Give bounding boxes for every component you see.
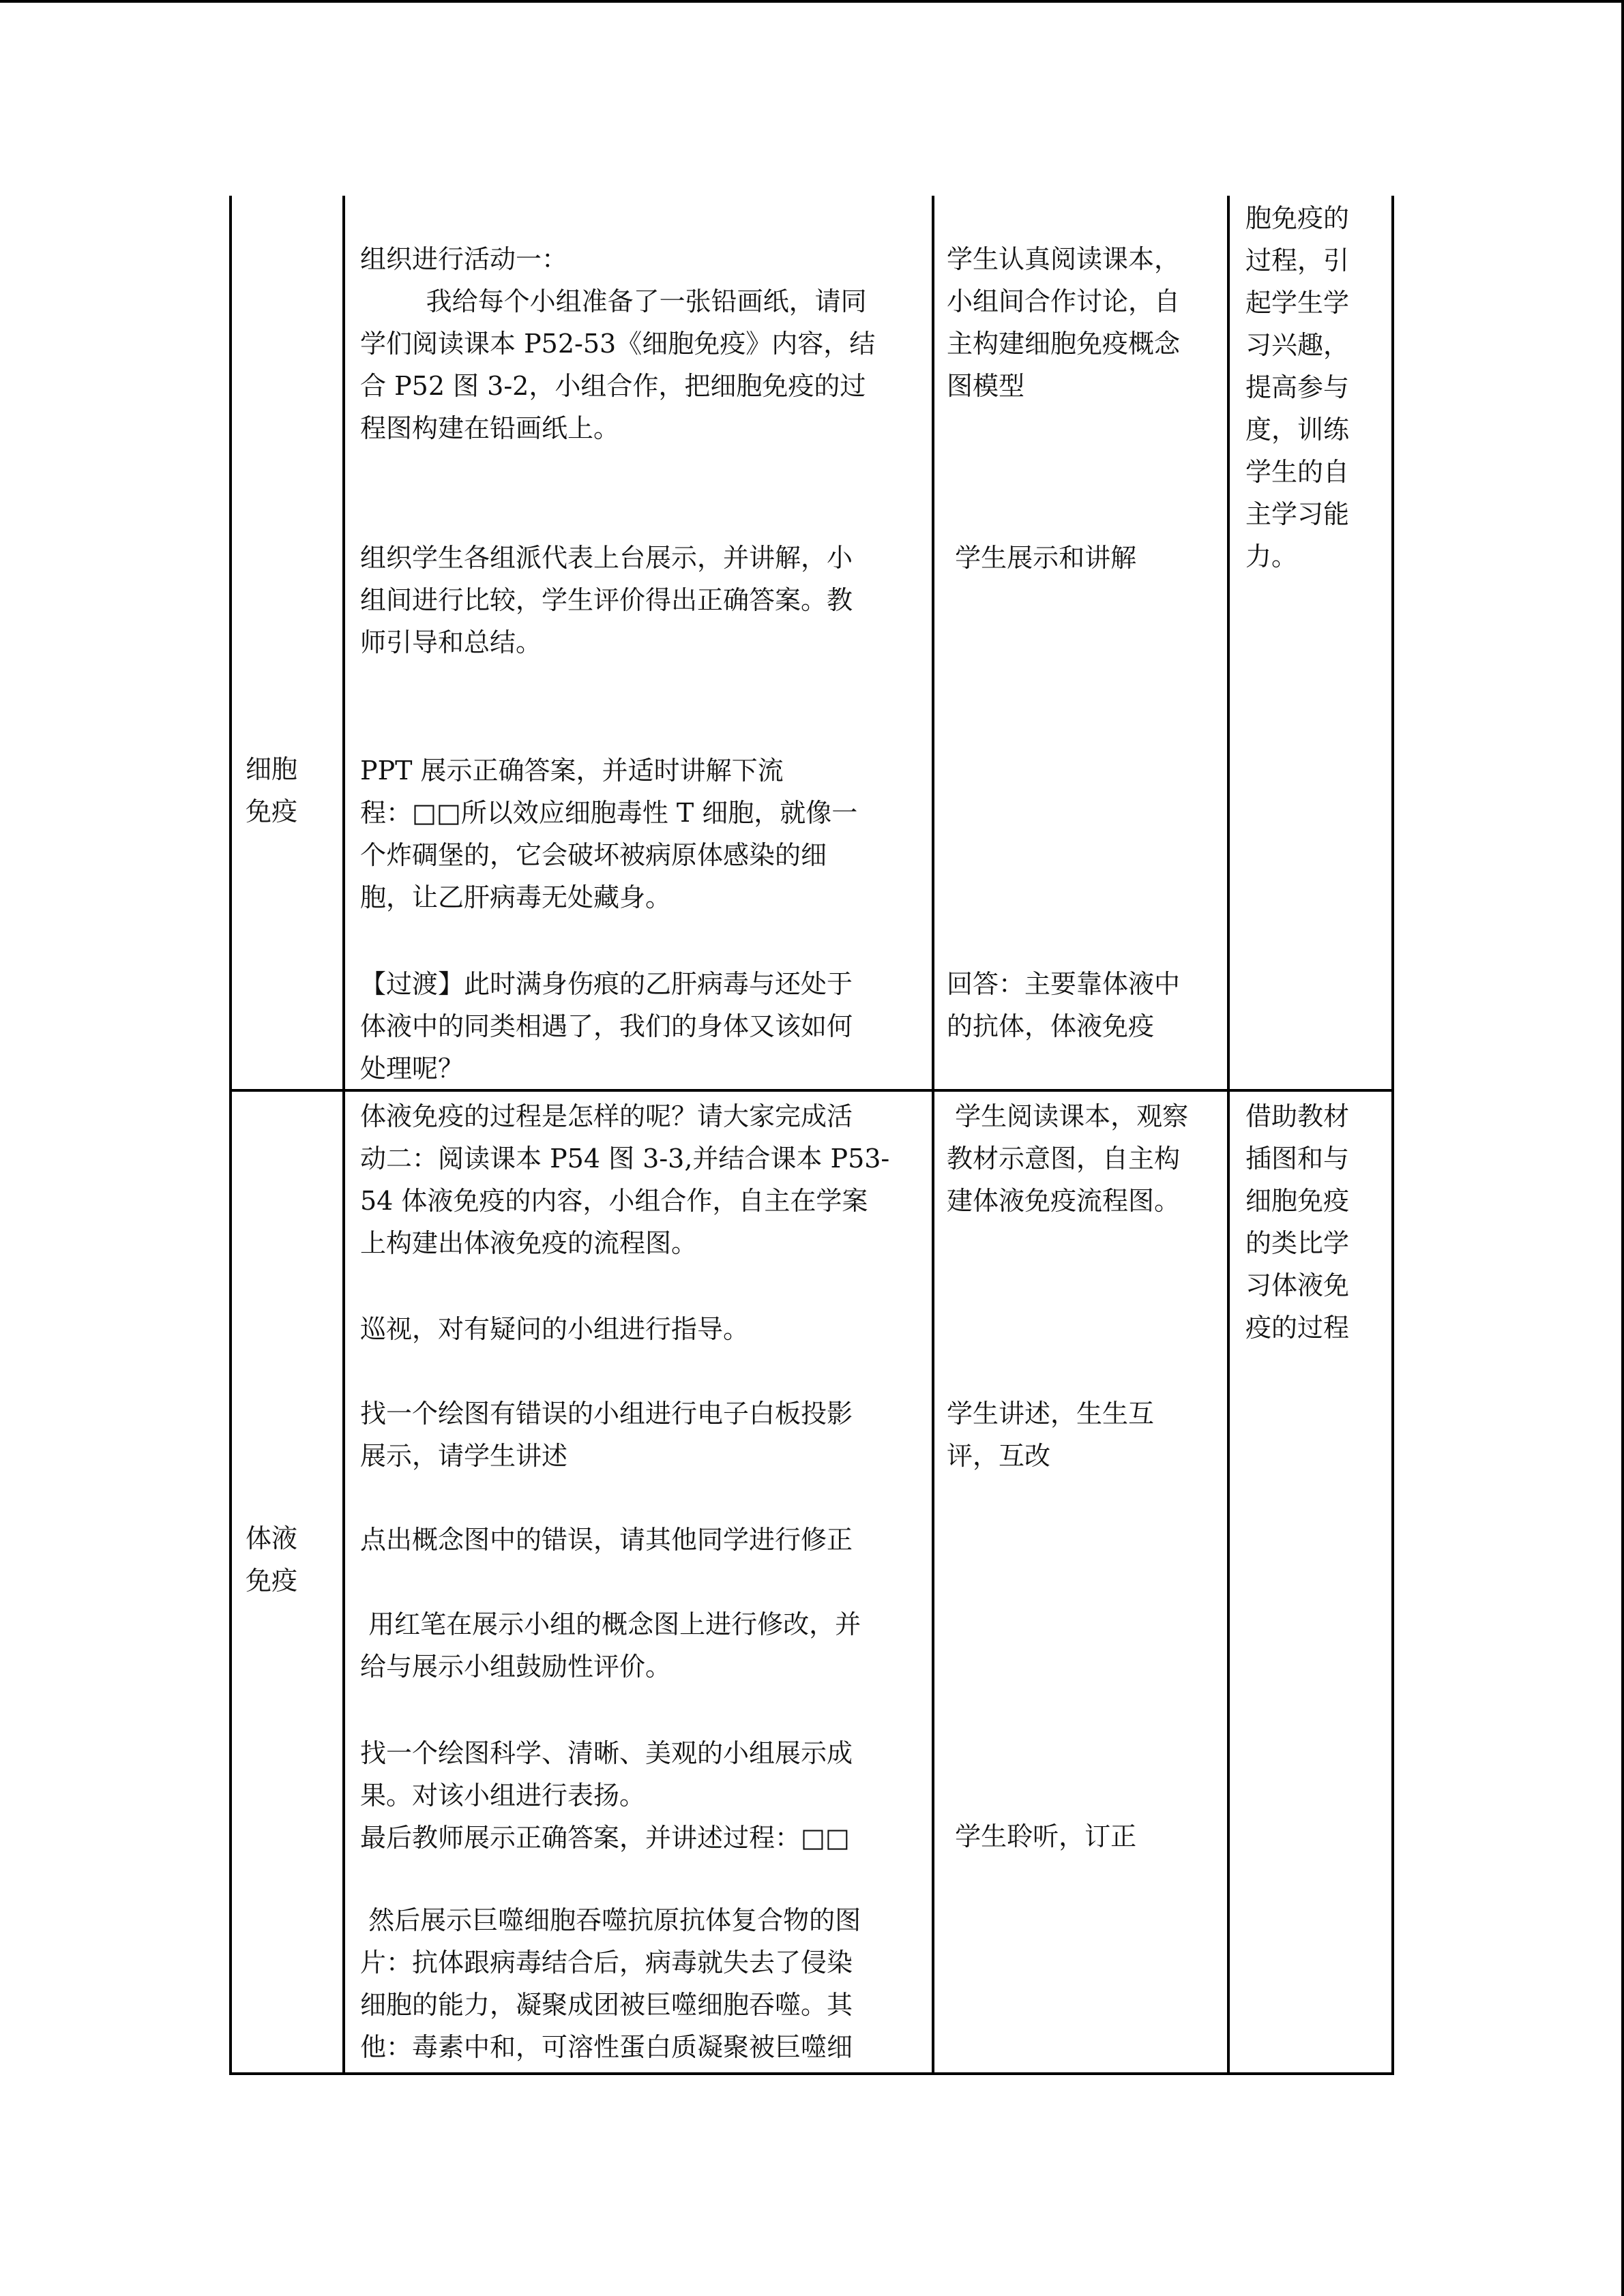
teacher-activity-1: 组织进行活动一： 我给每个小组准备了一张铅画纸，请同 学们阅读课本 P52-53《细胞免疫》内容，结 合 P52 图 3-2，小组合作，把细胞免疫的过 程图构建在铅画纸上。 bbox=[360, 244, 876, 443]
page-right-border bbox=[1621, 0, 1624, 2296]
student-activity-6: 学生聆听，订正 bbox=[947, 1821, 1137, 1851]
teacher-activity-11: 然后展示巨噬细胞吞噬抗原抗体复合物的图 片：抗体跟病毒结合后，病毒就失去了侵染 细胞的能力，凝聚成团被巨噬细胞吞噬。其 他：毒素中和，可溶性蛋白质凝聚被巨噬细 bbox=[360, 1905, 861, 2062]
table-divider-3 bbox=[1227, 196, 1230, 2075]
teacher-activity-7: 找一个绘图有错误的小组进行电子白板投影 展示，请学生讲述 bbox=[360, 1399, 853, 1471]
design-intent-humoral-immunity: 借助教材 插图和与 细胞免疫 的类比学 习体液免 疫的过程 bbox=[1245, 1101, 1350, 1343]
student-activity-2: 学生展示和讲解 bbox=[947, 543, 1137, 573]
table-border-left bbox=[229, 196, 232, 2075]
table-divider-2 bbox=[932, 196, 934, 2075]
student-activity-3: 回答：主要靠体液中 的抗体，体液免疫 bbox=[947, 969, 1181, 1041]
page-top-border bbox=[0, 0, 1624, 3]
teacher-activity-3: PPT 展示正确答案，并适时讲解下流 程：□□所以效应细胞毒性 T 细胞，就像一 个炸碉堡的，它会破坏被病原体感染的细 胞，让乙肝病毒无处藏身。 bbox=[360, 756, 858, 912]
teacher-activity-10: 找一个绘图科学、清晰、美观的小组展示成 果。对该小组进行表扬。 最后教师展示正确答案，并讲述过程：□□ bbox=[360, 1738, 853, 1853]
section-label-humoral-immunity: 体液 免疫 bbox=[246, 1523, 298, 1596]
table-border-right bbox=[1391, 196, 1394, 2075]
teacher-activity-4: 【过渡】此时满身伤痕的乙肝病毒与还处于 体液中的同类相遇了，我们的身体又该如何 处理呢？ bbox=[360, 969, 853, 1084]
teacher-activity-6: 巡视，对有疑问的小组进行指导。 bbox=[360, 1314, 750, 1344]
teacher-activity-5: 体液免疫的过程是怎样的呢？请大家完成活 动二：阅读课本 P54 图 3-3,并结合课本 P53- 54 体液免疫的内容，小组合作，自主在学案 上构建出体液免疫的流程图。 bbox=[360, 1101, 890, 1258]
teacher-activity-2: 组织学生各组派代表上台展示，并讲解，小 组间进行比较，学生评价得出正确答案。教 师引导和总结。 bbox=[360, 543, 853, 657]
student-activity-5: 学生讲述，生生互 评，互改 bbox=[947, 1399, 1155, 1471]
design-intent-cell-immunity: 胞免疫的 过程，引 起学生学 习兴趣， 提高参与 度，训练 学生的自 主学习能 力。 bbox=[1245, 203, 1350, 571]
teacher-activity-8: 点出概念图中的错误，请其他同学进行修正 bbox=[360, 1525, 853, 1555]
student-activity-1: 学生认真阅读课本， 小组间合作讨论，自 主构建细胞免疫概念 图模型 bbox=[947, 244, 1181, 401]
table-divider-1 bbox=[342, 196, 345, 2075]
student-activity-4: 学生阅读课本，观察 教材示意图，自主构 建体液免疫流程图。 bbox=[947, 1101, 1189, 1216]
teacher-activity-9: 用红笔在展示小组的概念图上进行修改，并 给与展示小组鼓励性评价。 bbox=[360, 1609, 861, 1682]
table-border-bottom bbox=[229, 2072, 1394, 2075]
section-label-cell-immunity: 细胞 免疫 bbox=[246, 754, 298, 826]
